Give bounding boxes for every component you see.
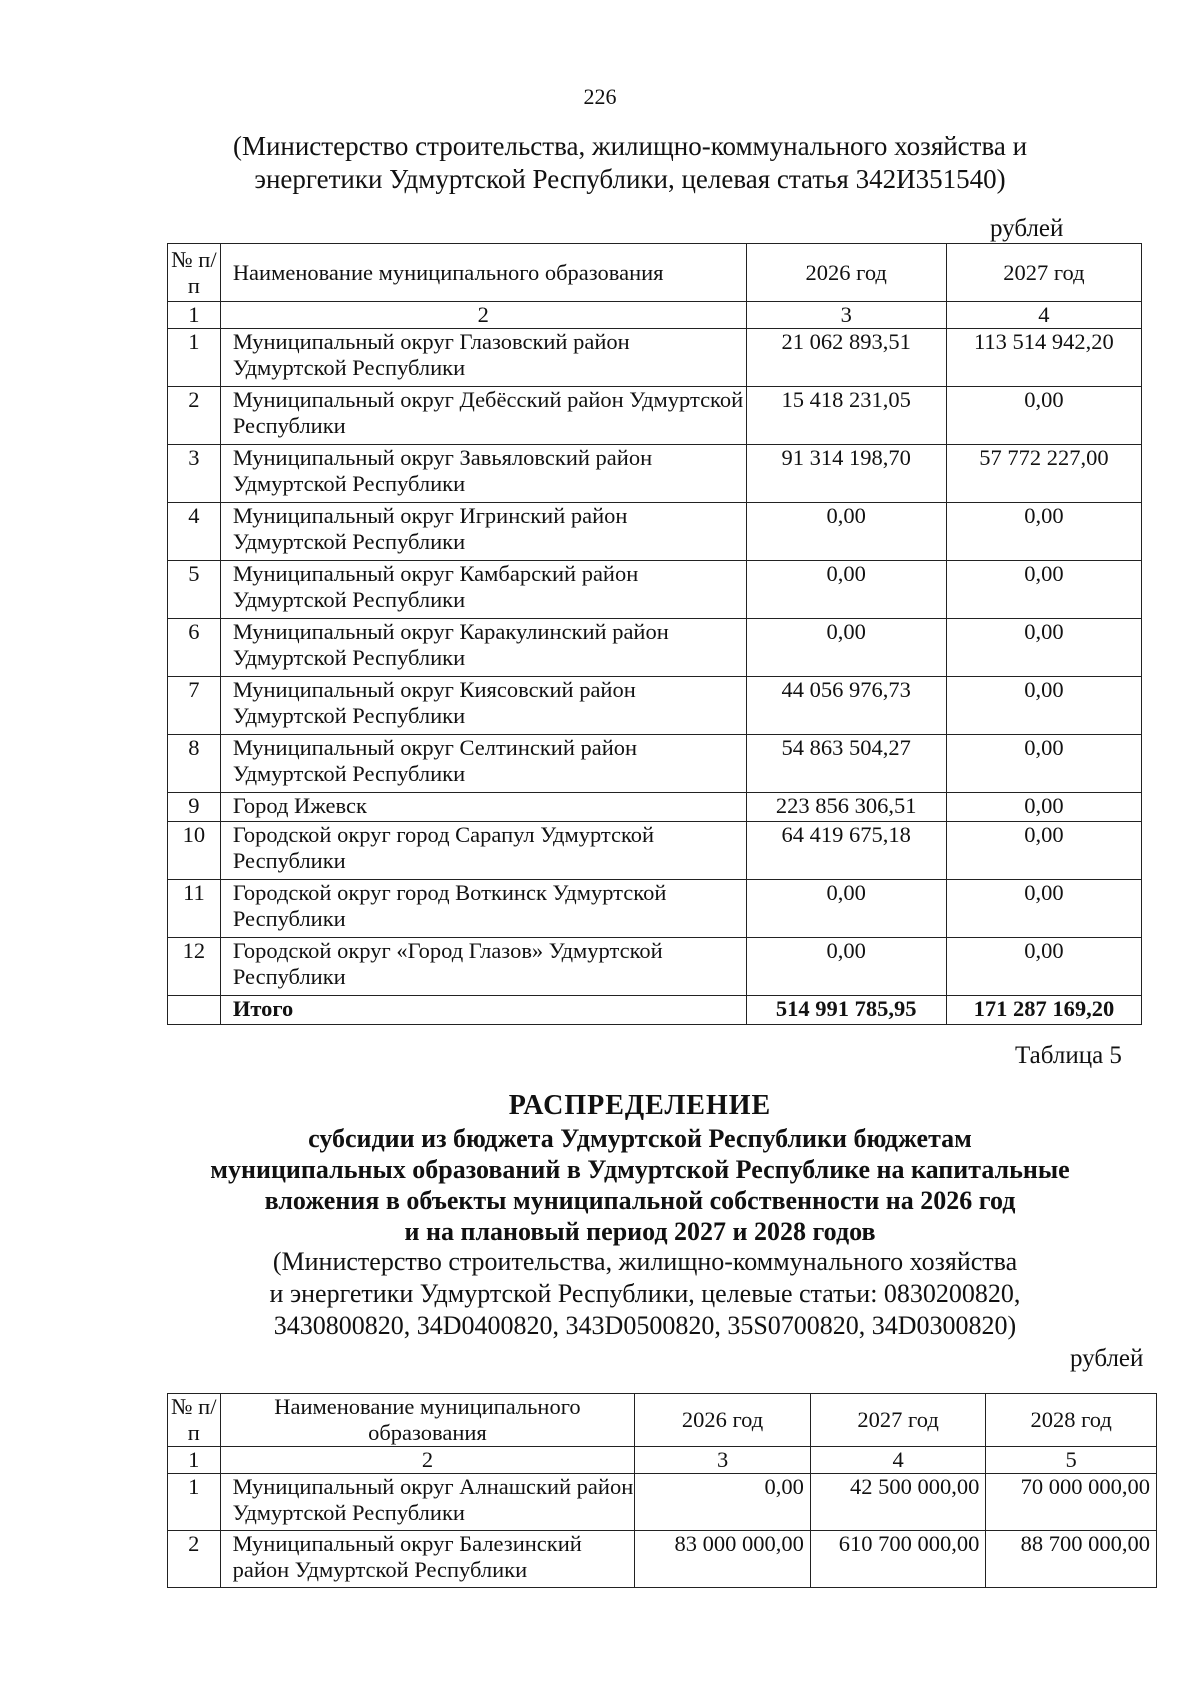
subtitle-line: муниципальных образований в Удмуртской Республике на капитальные bbox=[210, 1155, 1070, 1184]
header-2028: 2028 год bbox=[986, 1394, 1157, 1447]
table-row bbox=[168, 329, 1142, 387]
amount-2026: 0,00 bbox=[635, 1474, 811, 1531]
row-number: 10 bbox=[168, 822, 221, 880]
municipality-name: Муниципальный округ Глазовский район Удмуртской Республики bbox=[220, 329, 746, 387]
amount-2027: 0,00 bbox=[946, 822, 1141, 880]
header-2026: 2026 год bbox=[635, 1394, 811, 1447]
subsidy-table-1 bbox=[167, 243, 1142, 1025]
table-row bbox=[168, 445, 1142, 503]
ministry-note: (Министерство строительства, жилищно-коммунального хозяйства и энергетики Удмуртской Республики, целевая статья 342И351540) bbox=[232, 131, 1028, 194]
table-header-row bbox=[168, 244, 1142, 302]
row-number: 9 bbox=[168, 793, 221, 822]
table-row bbox=[168, 880, 1142, 938]
amount-2027: 0,00 bbox=[946, 880, 1141, 938]
table-row bbox=[168, 503, 1142, 561]
subtitle-line: субсидии из бюджета Удмуртской Республики бюджетам bbox=[308, 1124, 972, 1153]
row-number: 5 bbox=[168, 561, 221, 619]
amount-2027: 57 772 227,00 bbox=[946, 445, 1141, 503]
amount-2027: 0,00 bbox=[946, 938, 1141, 996]
header-name: Наименование муниципального образования bbox=[220, 1394, 635, 1447]
amount-2026: 21 062 893,51 bbox=[746, 329, 946, 387]
municipality-name: Муниципальный округ Завьяловский район Удмуртской Республики bbox=[220, 445, 746, 503]
row-number: 1 bbox=[168, 1474, 221, 1531]
colnum-1: 1 bbox=[168, 302, 221, 329]
row-number: 2 bbox=[168, 387, 221, 445]
colnum-4: 4 bbox=[946, 302, 1141, 329]
municipality-name: Городской округ город Сарапул Удмуртской Республики bbox=[220, 822, 746, 880]
amount-2026: 0,00 bbox=[746, 503, 946, 561]
municipality-name: Муниципальный округ Киясовский район Удмуртской Республики bbox=[220, 677, 746, 735]
amount-2027: 0,00 bbox=[946, 561, 1141, 619]
amount-2027: 0,00 bbox=[946, 793, 1141, 822]
table-row bbox=[168, 793, 1142, 822]
currency-unit-2: рублей bbox=[1070, 1345, 1144, 1372]
amount-2027: 610 700 000,00 bbox=[810, 1531, 986, 1588]
row-number: 1 bbox=[168, 329, 221, 387]
amount-2026: 64 419 675,18 bbox=[746, 822, 946, 880]
header-num: № п/п bbox=[168, 1394, 221, 1447]
amount-2028: 88 700 000,00 bbox=[986, 1531, 1157, 1588]
table-header-row bbox=[168, 1394, 1157, 1447]
colnum-5: 5 bbox=[986, 1447, 1157, 1474]
table-row bbox=[168, 619, 1142, 677]
ministry-line: и энергетики Удмуртской Республики, целевые статьи: 0830200820, bbox=[269, 1279, 1021, 1308]
colnum-2: 2 bbox=[220, 302, 746, 329]
amount-2026: 44 056 976,73 bbox=[746, 677, 946, 735]
header-2027: 2027 год bbox=[946, 244, 1141, 302]
amount-2028: 70 000 000,00 bbox=[986, 1474, 1157, 1531]
colnum-4: 4 bbox=[810, 1447, 986, 1474]
ministry-note-2 bbox=[170, 1246, 1120, 1342]
municipality-name: Муниципальный округ Дебёсский район Удмуртской Республики bbox=[220, 387, 746, 445]
amount-2026: 0,00 bbox=[746, 561, 946, 619]
currency-unit: рублей bbox=[990, 215, 1064, 242]
amount-2026: 54 863 504,27 bbox=[746, 735, 946, 793]
column-number-row bbox=[168, 302, 1142, 329]
amount-2027: 0,00 bbox=[946, 677, 1141, 735]
subtitle-line: вложения в объекты муниципальной собственности на 2026 год bbox=[264, 1186, 1016, 1215]
column-number-row bbox=[168, 1447, 1157, 1474]
total-label: Итого bbox=[220, 996, 746, 1025]
municipality-name: Муниципальный округ Селтинский район Удмуртской Республики bbox=[220, 735, 746, 793]
row-number: 12 bbox=[168, 938, 221, 996]
distribution-title: РАСПРЕДЕЛЕНИЕ bbox=[508, 1090, 772, 1121]
row-number: 11 bbox=[168, 880, 221, 938]
amount-2027: 42 500 000,00 bbox=[810, 1474, 986, 1531]
row-number: 3 bbox=[168, 445, 221, 503]
amount-2027: 0,00 bbox=[946, 619, 1141, 677]
colnum-1: 1 bbox=[168, 1447, 221, 1474]
table-row bbox=[168, 1531, 1157, 1588]
amount-2027: 0,00 bbox=[946, 735, 1141, 793]
header-2027: 2027 год bbox=[810, 1394, 986, 1447]
total-2027: 171 287 169,20 bbox=[946, 996, 1141, 1025]
municipality-name: Муниципальный округ Балезинский район Удмуртской Республики bbox=[220, 1531, 635, 1588]
colnum-2: 2 bbox=[220, 1447, 635, 1474]
total-blank bbox=[168, 996, 221, 1025]
row-number: 6 bbox=[168, 619, 221, 677]
amount-2026: 0,00 bbox=[746, 880, 946, 938]
row-number: 7 bbox=[168, 677, 221, 735]
municipality-name: Город Ижевск bbox=[220, 793, 746, 822]
amount-2027: 0,00 bbox=[946, 387, 1141, 445]
total-row bbox=[168, 996, 1142, 1025]
total-2026: 514 991 785,95 bbox=[746, 996, 946, 1025]
row-number: 4 bbox=[168, 503, 221, 561]
subtitle-line: и на плановый период 2027 и 2028 годов bbox=[404, 1217, 876, 1246]
table-label: Таблица 5 bbox=[1015, 1042, 1122, 1069]
ministry-line: 3430800820, 34D0400820, 343D0500820, 35S0700820, 34D0300820) bbox=[273, 1311, 1017, 1340]
municipality-name: Городской округ город Воткинск Удмуртской Республики bbox=[220, 880, 746, 938]
amount-2027: 0,00 bbox=[946, 503, 1141, 561]
municipality-name: Городской округ «Город Глазов» Удмуртской Республики bbox=[220, 938, 746, 996]
municipality-name: Муниципальный округ Игринский район Удмуртской Республики bbox=[220, 503, 746, 561]
table-row bbox=[168, 561, 1142, 619]
municipality-name: Муниципальный округ Каракулинский район Удмуртской Республики bbox=[220, 619, 746, 677]
table-row bbox=[168, 1474, 1157, 1531]
amount-2027: 113 514 942,20 bbox=[946, 329, 1141, 387]
distribution-subtitle bbox=[150, 1123, 1130, 1247]
amount-2026: 15 418 231,05 bbox=[746, 387, 946, 445]
municipality-name: Муниципальный округ Камбарский район Удмуртской Республики bbox=[220, 561, 746, 619]
row-number: 8 bbox=[168, 735, 221, 793]
header-num: № п/п bbox=[168, 244, 221, 302]
table-row bbox=[168, 677, 1142, 735]
page-number: 226 bbox=[583, 84, 617, 109]
header-name: Наименование муниципального образования bbox=[220, 244, 746, 302]
table-row bbox=[168, 822, 1142, 880]
row-number: 2 bbox=[168, 1531, 221, 1588]
ministry-line: (Министерство строительства, жилищно-коммунального хозяйства bbox=[272, 1247, 1018, 1276]
subsidy-table-5 bbox=[167, 1393, 1157, 1588]
amount-2026: 0,00 bbox=[746, 619, 946, 677]
header-2026: 2026 год bbox=[746, 244, 946, 302]
amount-2026: 91 314 198,70 bbox=[746, 445, 946, 503]
table-row bbox=[168, 735, 1142, 793]
amount-2026: 223 856 306,51 bbox=[746, 793, 946, 822]
colnum-3: 3 bbox=[746, 302, 946, 329]
amount-2026: 0,00 bbox=[746, 938, 946, 996]
colnum-3: 3 bbox=[635, 1447, 811, 1474]
table-row bbox=[168, 387, 1142, 445]
municipality-name: Муниципальный округ Алнашский район Удмуртской Республики bbox=[220, 1474, 635, 1531]
amount-2026: 83 000 000,00 bbox=[635, 1531, 811, 1588]
table-row bbox=[168, 938, 1142, 996]
